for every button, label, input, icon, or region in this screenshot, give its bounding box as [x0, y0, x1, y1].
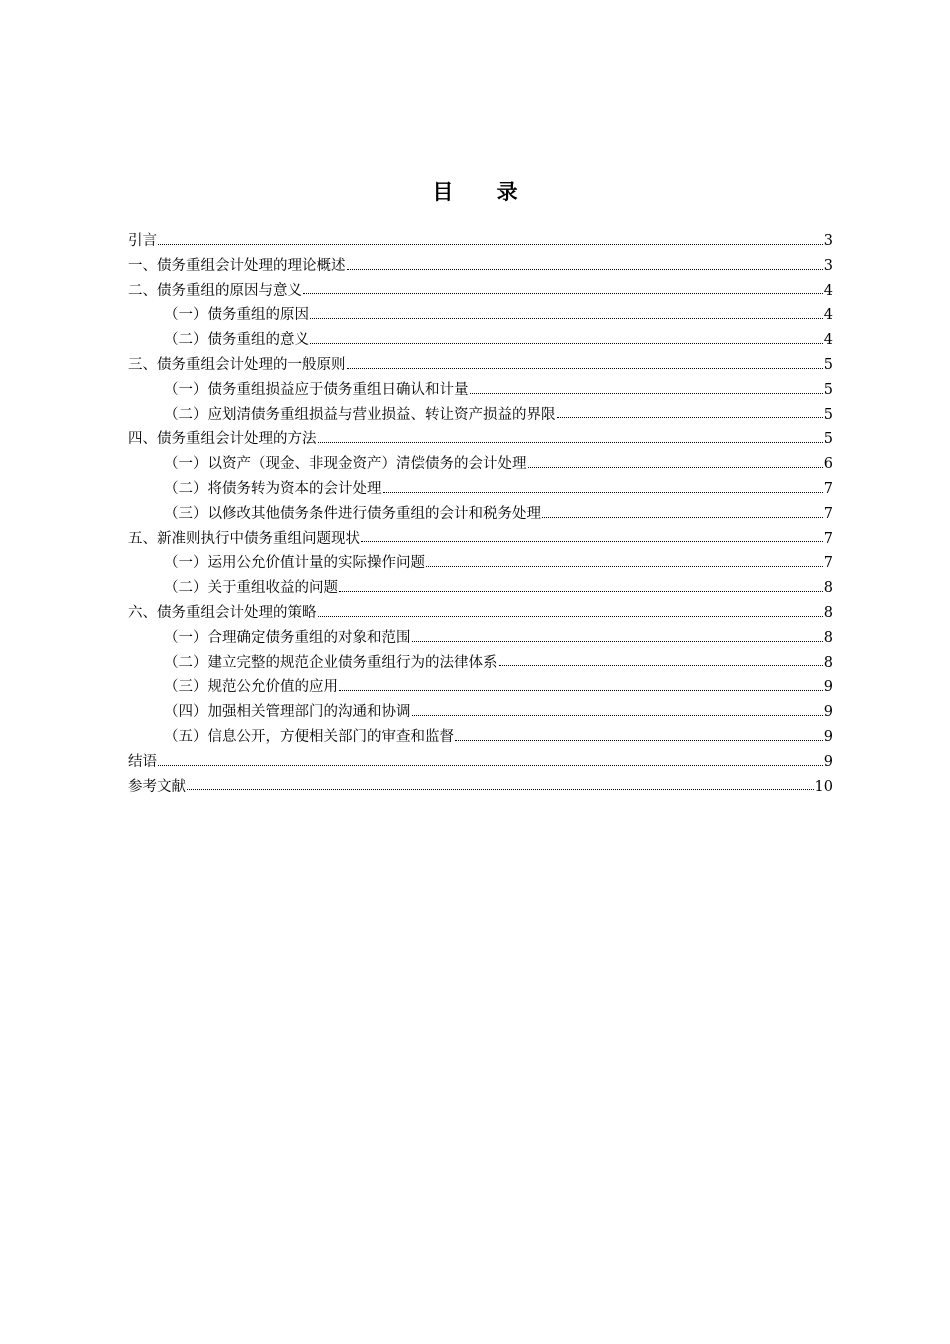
toc-page-number: 7 [823, 530, 833, 547]
toc-dot-leader [557, 417, 823, 418]
toc-page-number: 5 [823, 356, 833, 373]
toc-dot-leader [310, 318, 823, 319]
toc-entry-label: （一）以资产（现金、非现金资产）清偿债务的会计处理 [164, 456, 527, 473]
toc-entry-label: （二）债务重组的意义 [164, 332, 309, 349]
toc-entry[interactable] [128, 229, 833, 254]
toc-entry[interactable] [128, 353, 833, 378]
toc-page-number: 7 [823, 555, 833, 572]
toc-entry-label: （五）信息公开，方便相关部门的审查和监督 [164, 728, 454, 745]
toc-dot-leader [347, 368, 823, 369]
toc-page-number: 6 [823, 456, 833, 473]
toc-entry[interactable] [128, 427, 833, 452]
toc-entry-label: 二、债务重组的原因与意义 [128, 282, 302, 299]
toc-entry[interactable] [128, 576, 833, 601]
toc-entry-label: 六、债务重组会计处理的策略 [128, 604, 317, 621]
toc-entry-label: （三）以修改其他债务条件进行债务重组的会计和税务处理 [164, 505, 541, 522]
toc-entry-label: 参考文献 [128, 778, 186, 795]
toc-dot-leader [542, 517, 823, 518]
toc-entry[interactable] [128, 626, 833, 651]
toc-page-number: 3 [823, 257, 833, 274]
toc-page-number: 5 [823, 431, 833, 448]
toc-entry[interactable] [128, 601, 833, 626]
toc-dot-leader [426, 566, 823, 567]
toc-entry-label: （二）建立完整的规范企业债务重组行为的法律体系 [164, 654, 498, 671]
toc-entry[interactable] [128, 527, 833, 552]
toc-dot-leader [528, 467, 823, 468]
toc-entry-label: 一、债务重组会计处理的理论概述 [128, 257, 346, 274]
toc-page-number: 9 [823, 728, 833, 745]
toc-entry-label: 五、新准则执行中债务重组问题现状 [128, 530, 360, 547]
table-of-contents [128, 229, 833, 799]
toc-page-number: 9 [823, 704, 833, 721]
toc-entry-label: （一）债务重组损益应于债务重组日确认和计量 [164, 381, 469, 398]
toc-page-number: 9 [823, 753, 833, 770]
toc-entry[interactable] [128, 452, 833, 477]
toc-page-number: 9 [823, 679, 833, 696]
toc-page-number: 8 [823, 580, 833, 597]
toc-entry[interactable] [128, 477, 833, 502]
toc-entry[interactable] [128, 303, 833, 328]
toc-page-number: 10 [814, 778, 833, 795]
toc-entry[interactable] [128, 775, 833, 800]
toc-entry-label: 引言 [128, 233, 157, 249]
toc-entry-label: （二）关于重组收益的问题 [164, 580, 338, 597]
toc-dot-leader [470, 393, 823, 394]
toc-dot-leader [158, 765, 823, 766]
toc-entry-label: （四）加强相关管理部门的沟通和协调 [164, 704, 411, 721]
toc-dot-leader [455, 740, 823, 741]
toc-entry-label: 三、债务重组会计处理的一般原则 [128, 356, 346, 373]
toc-page-number: 3 [823, 233, 833, 249]
toc-page-number: 5 [823, 381, 833, 398]
toc-page-number: 8 [823, 629, 833, 646]
toc-entry[interactable] [128, 725, 833, 750]
toc-entry-label: 结语 [128, 753, 157, 770]
toc-page-number: 7 [823, 505, 833, 522]
toc-dot-leader [361, 541, 823, 542]
toc-entry[interactable] [128, 328, 833, 353]
toc-page-number: 4 [823, 282, 833, 299]
toc-page-number: 7 [823, 480, 833, 497]
toc-page-number: 4 [823, 307, 833, 324]
toc-page-number: 5 [823, 406, 833, 423]
toc-entry[interactable] [128, 254, 833, 279]
toc-dot-leader [303, 293, 823, 294]
toc-page-number: 8 [823, 654, 833, 671]
toc-dot-leader [347, 269, 823, 270]
toc-dot-leader [318, 616, 823, 617]
toc-page-number: 8 [823, 604, 833, 621]
toc-entry[interactable] [128, 502, 833, 527]
toc-dot-leader [412, 715, 823, 716]
toc-dot-leader [339, 690, 823, 691]
toc-dot-leader [310, 343, 823, 344]
toc-dot-leader [339, 591, 823, 592]
toc-dot-leader [383, 492, 823, 493]
toc-dot-leader [318, 442, 823, 443]
toc-entry[interactable] [128, 750, 833, 775]
toc-dot-leader [412, 641, 823, 642]
toc-entry-label: 四、债务重组会计处理的方法 [128, 431, 317, 448]
toc-entry[interactable] [128, 403, 833, 428]
toc-entry[interactable] [128, 551, 833, 576]
toc-dot-leader [187, 789, 814, 790]
toc-dot-leader [158, 244, 823, 245]
toc-title: 目 录 [432, 179, 536, 204]
toc-entry-label: （二）将债务转为资本的会计处理 [164, 480, 382, 497]
toc-entry[interactable] [128, 378, 833, 403]
toc-entry-label: （一）债务重组的原因 [164, 307, 309, 324]
toc-entry-label: （一）合理确定债务重组的对象和范围 [164, 629, 411, 646]
toc-entry[interactable] [128, 651, 833, 676]
toc-entry[interactable] [128, 675, 833, 700]
toc-page-number: 4 [823, 332, 833, 349]
toc-entry-label: （二）应划清债务重组损益与营业损益、转让资产损益的界限 [164, 406, 556, 423]
toc-entry-label: （三）规范公允价值的应用 [164, 679, 338, 696]
toc-entry[interactable] [128, 279, 833, 304]
toc-dot-leader [499, 665, 823, 666]
toc-entry-label: （一）运用公允价值计量的实际操作问题 [164, 555, 425, 572]
toc-entry[interactable] [128, 700, 833, 725]
